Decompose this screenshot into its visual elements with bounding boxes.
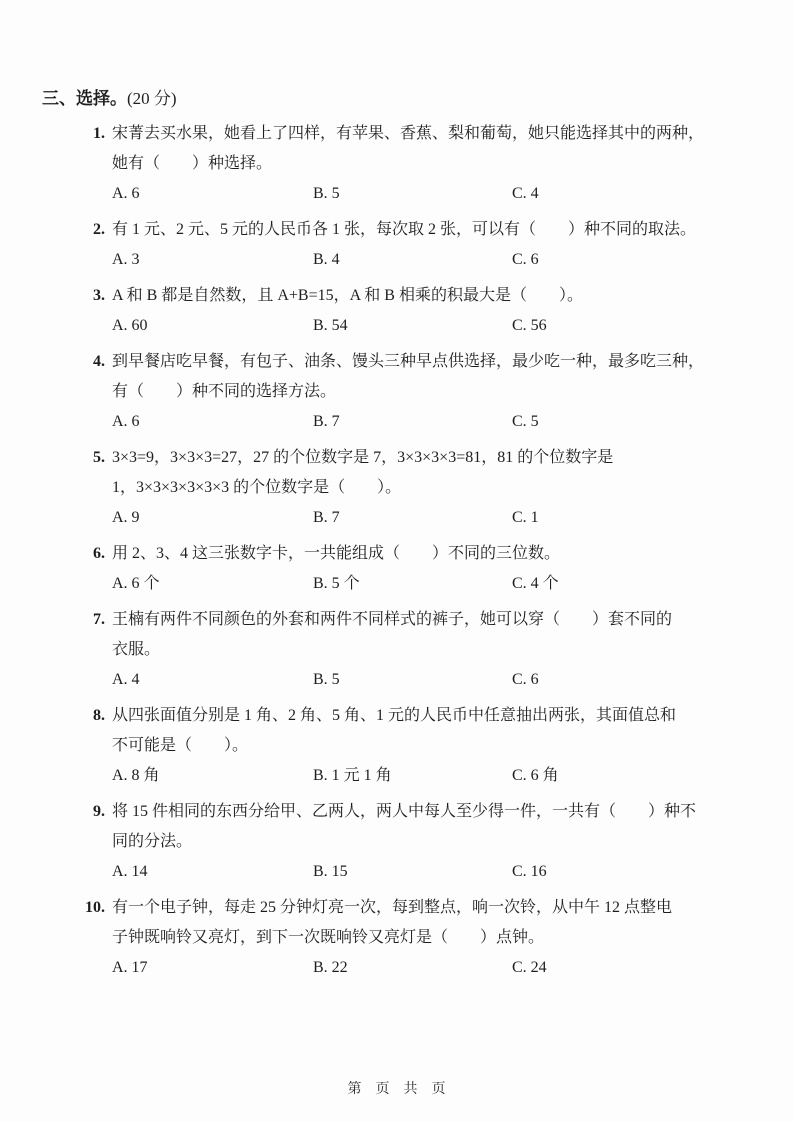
option: A. 6 (112, 413, 140, 430)
question-text-line: 用 2、3、4 这三张数字卡，一共能组成（ ）不同的三位数。 (112, 545, 561, 562)
section-heading (42, 84, 753, 114)
question-number: 8. (93, 707, 105, 724)
options-row (112, 665, 753, 695)
question-number: 1. (93, 125, 105, 142)
question-text-line: 同的分法。 (112, 833, 193, 850)
question-text-line: 从四张面值分别是 1 角、2 角、5 角、1 元的人民币中任意抽出两张，其面值总和 (112, 707, 677, 724)
option: A. 17 (112, 959, 148, 976)
options-row (112, 245, 753, 275)
option: C. 6 (512, 671, 539, 688)
question-text-line: 3×3=9，3×3×3=27，27 的个位数字是 7，3×3×3×3=81，81 的个位数字是 (112, 449, 614, 466)
question-text-line: 1，3×3×3×3×3×3 的个位数字是（ ）。 (112, 479, 402, 496)
question-text-line: 她有（ ）种选择。 (112, 155, 273, 172)
question-text (112, 701, 753, 761)
question-text-line: 子钟既响铃又亮灯，到下一次既响铃又亮灯是（ ）点钟。 (112, 929, 545, 946)
question-number: 2. (93, 221, 105, 238)
question-text (112, 347, 753, 407)
question-text (112, 893, 753, 953)
question (93, 119, 753, 209)
question-number: 3. (93, 287, 105, 304)
question-text (112, 539, 753, 569)
question (93, 539, 753, 599)
question-text-line: 宋菁去买水果，她看上了四样，有苹果、香蕉、梨和葡萄，她只能选择其中的两种， (112, 125, 705, 142)
option: A. 4 (112, 671, 140, 688)
question-text (112, 797, 753, 857)
question-text-line: 有一个电子钟，每走 25 分钟灯亮一次，每到整点，响一次铃，从中午 12 点整电 (112, 899, 673, 916)
section-score: (20 分) (127, 89, 177, 108)
options-row (112, 953, 753, 983)
question-text-line: 到早餐店吃早餐，有包子、油条、馒头三种早点供选择，最少吃一种，最多吃三种， (112, 353, 705, 370)
options-row (112, 569, 753, 599)
options-row (112, 311, 753, 341)
questions-list (85, 119, 753, 983)
question-number: 4. (93, 353, 105, 370)
section-title: 三、选择。 (42, 89, 127, 108)
options-row (112, 761, 753, 791)
option: A. 8 角 (112, 767, 160, 784)
option: C. 4 (512, 185, 539, 202)
option: C. 6 角 (512, 767, 559, 784)
options-row (112, 179, 753, 209)
option: C. 16 (512, 863, 547, 880)
question-text (112, 119, 753, 179)
question-text-line: 有 1 元、2 元、5 元的人民币各 1 张，每次取 2 张，可以有（ ）种不同的取法。 (112, 221, 697, 238)
question-number: 9. (93, 803, 105, 820)
question-text-line: 不可能是（ ）。 (112, 737, 249, 754)
option: B. 1 元 1 角 (313, 767, 392, 784)
option: B. 7 (313, 509, 340, 526)
question-text (112, 281, 753, 311)
option: A. 14 (112, 863, 148, 880)
options-row (112, 857, 753, 887)
option: C. 1 (512, 509, 539, 526)
question (93, 215, 753, 275)
options-row (112, 407, 753, 437)
option: A. 6 个 (112, 575, 160, 592)
option: B. 5 (313, 185, 340, 202)
option: C. 6 (512, 251, 539, 268)
option: B. 4 (313, 251, 340, 268)
question-text-line: 有（ ）种不同的选择方法。 (112, 383, 337, 400)
question-text (112, 443, 753, 503)
options-row (112, 503, 753, 533)
option: B. 54 (313, 317, 348, 334)
option: C. 56 (512, 317, 547, 334)
question (93, 347, 753, 437)
option: B. 22 (313, 959, 348, 976)
question-number: 6. (93, 545, 105, 562)
option: C. 24 (512, 959, 547, 976)
question (93, 701, 753, 791)
question-text (112, 215, 753, 245)
question-number: 7. (93, 611, 105, 628)
question-text-line: 衣服。 (112, 641, 161, 658)
question-text-line: 王楠有两件不同颜色的外套和两件不同样式的裤子，她可以穿（ ）套不同的 (112, 611, 673, 628)
question-text (112, 605, 753, 665)
question (85, 893, 753, 983)
option: A. 6 (112, 185, 140, 202)
question (93, 797, 753, 887)
option: C. 5 (512, 413, 539, 430)
question (93, 605, 753, 695)
option: B. 5 (313, 671, 340, 688)
option: B. 7 (313, 413, 340, 430)
question-number: 10. (85, 899, 105, 916)
option: B. 15 (313, 863, 348, 880)
question (93, 281, 753, 341)
question (93, 443, 753, 533)
question-text-line: 将 15 件相同的东西分给甲、乙两人，两人中每人至少得一件，一共有（ ）种不 (112, 803, 697, 820)
question-number: 5. (93, 449, 105, 466)
option: A. 60 (112, 317, 148, 334)
option: B. 5 个 (313, 575, 360, 592)
page-footer: 第 页 共 页 (347, 1082, 446, 1097)
option: C. 4 个 (512, 575, 559, 592)
option: A. 9 (112, 509, 140, 526)
option: A. 3 (112, 251, 140, 268)
question-text-line: A 和 B 都是自然数，且 A+B=15，A 和 B 相乘的积最大是（ ）。 (112, 287, 583, 304)
